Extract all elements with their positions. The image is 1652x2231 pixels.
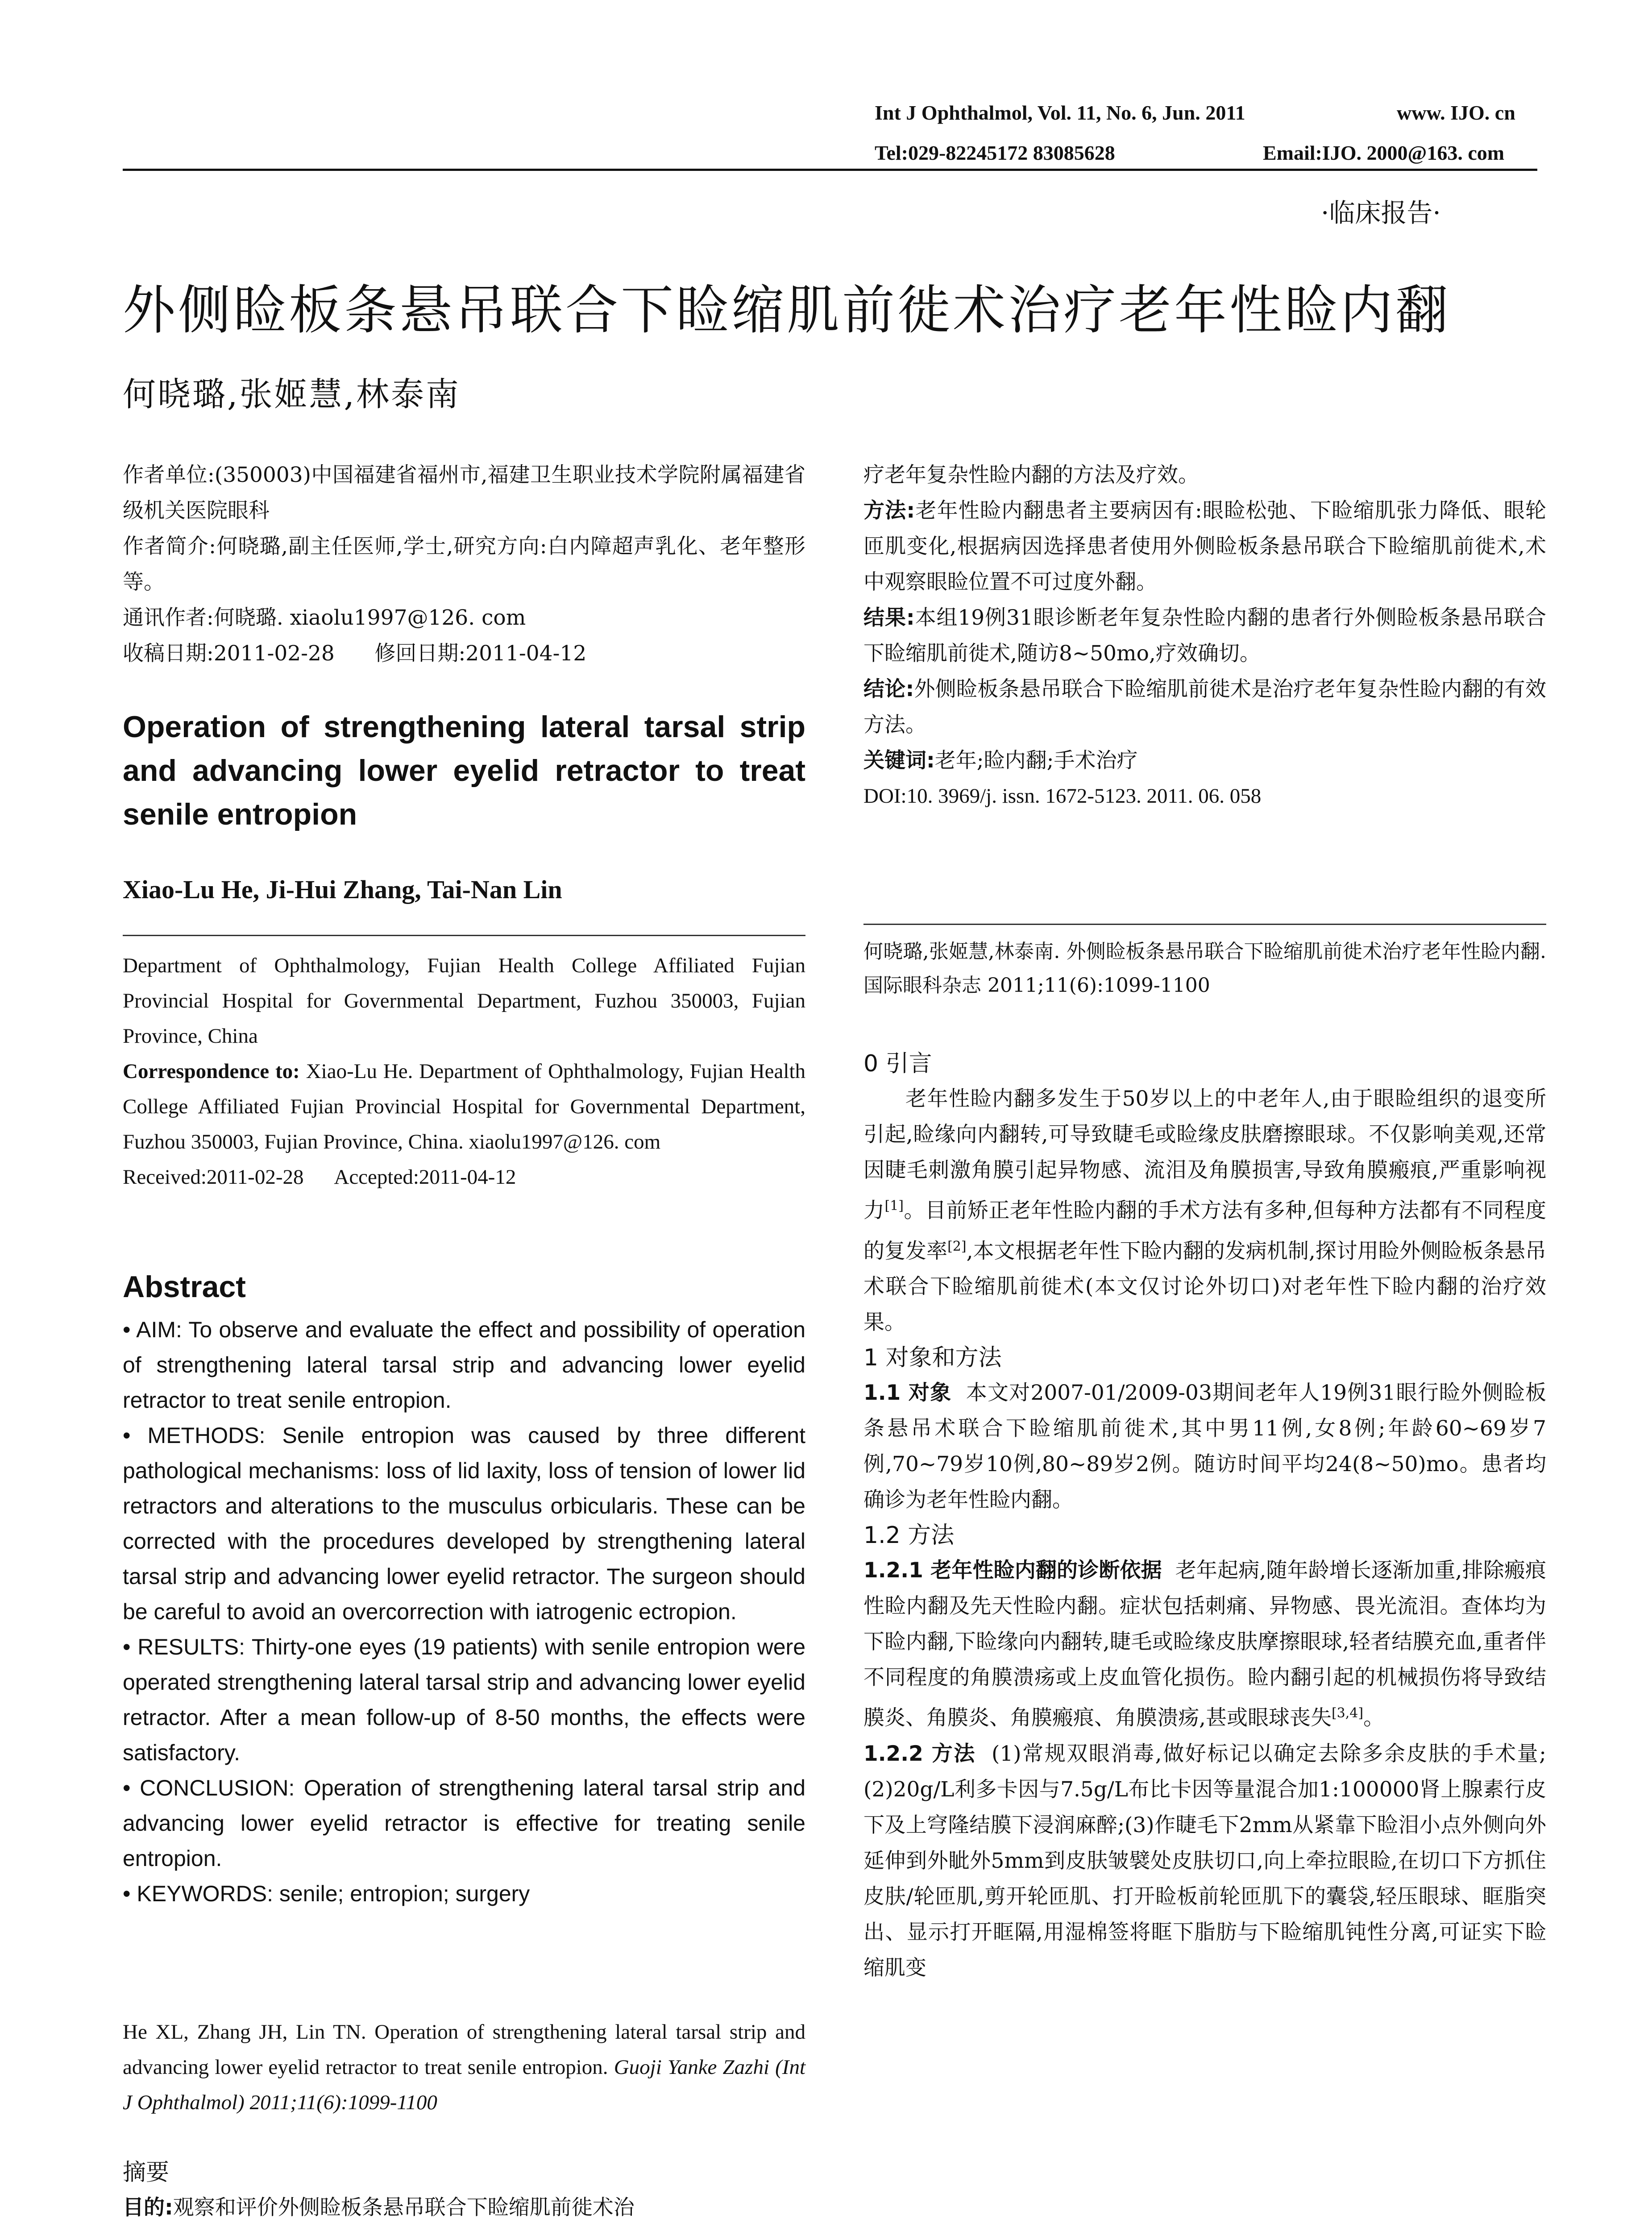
- results-cn-label: 结果:: [863, 605, 915, 630]
- affiliation-rule: [123, 935, 805, 936]
- section-1-2-1-label: 1.2.1 老年性睑内翻的诊断依据: [863, 1558, 1162, 1583]
- citation-cn-text: 何晓璐,张姬慧,林泰南. 外侧睑板条悬吊联合下睑缩肌前徙术治疗老年性睑内翻. 国际眼科杂志 2011;11(6):1099-1100: [863, 940, 1546, 997]
- section-0-paragraph: [863, 1081, 1546, 1340]
- correspondence-text: Xiao-Lu He. Department of Ophthalmology, Fujian Health College Affiliated Fujian Provincial Hospital for Governmental Department, Fuzhou 350003, Fujian Province, China. xiaolu1997@126. com: [123, 1060, 806, 1153]
- author-bio-cn: 作者简介:何晓璐,副主任医师,学士,研究方向:白内障超声乳化、老年整形等。: [123, 534, 805, 594]
- section-1-heading: 1 对象和方法: [863, 1344, 1002, 1372]
- dates-en: Received:2011-02-28 Accepted:2011-04-12: [123, 1165, 516, 1189]
- section-1-2-1-text: 老年起病,随年龄增长逐渐加重,排除瘢痕性睑内翻及先天性睑内翻。症状包括刺痛、异物感、畏光流泪。查体均为下睑内翻,下睑缘向内翻转,睫毛或睑缘皮肤摩擦眼球,轻者结膜充血,重者伴不同程度的角膜溃疡或上皮血管化损伤。睑内翻引起的机械损伤将导致结膜炎、角膜炎、角膜瘢痕、角膜溃疡,甚或眼球丧失: [863, 1558, 1546, 1730]
- keywords-cn-text: 老年;睑内翻;手术治疗: [934, 748, 1138, 773]
- aim-cn-text-part2: 疗老年复杂性睑内翻的方法及疗效。: [863, 463, 1199, 487]
- article-title-en: Operation of strengthening lateral tarsal strip and advancing lower eyelid retractor to treat senile entropion: [123, 710, 805, 831]
- citation-en: [123, 2015, 805, 2120]
- correspondence-label: Correspondence to:: [123, 1060, 300, 1083]
- section-1-2-1-end: 。: [1363, 1705, 1385, 1730]
- methods-cn-label: 方法:: [863, 498, 915, 523]
- ref-2: [2]: [947, 1238, 967, 1254]
- abstract-keywords: • KEYWORDS: senile; entropion; surgery: [123, 1881, 530, 1906]
- citation-en-journal: Guoji Yanke Zazhi (Int J Ophthalmol) 2011;11(6):1099-1100: [123, 2056, 806, 2114]
- abstract-cn-heading: 摘要: [123, 2159, 170, 2186]
- results-cn-text: 本组19例31眼诊断老年复杂性睑内翻的患者行外侧睑板条悬吊联合下睑缩肌前徙术,随访8~50mo,疗效确切。: [863, 605, 1546, 666]
- department-en: Department of Ophthalmology, Fujian Health College Affiliated Fujian Provincial Hospital for Governmental Department, Fuzhou 350003, Fujian Province, China: [123, 954, 805, 1048]
- journal-citation-header: Int J Ophthalmol, Vol. 11, No. 6, Jun. 2011: [875, 101, 1245, 124]
- authors-cn: 何晓璐,张姬慧,林泰南: [123, 375, 461, 414]
- intro-text-2: 。目前矫正老年性睑内翻的手术方法有多种,但每种方法都有不同程度的复发率: [863, 1198, 1546, 1264]
- header-rule: [123, 169, 1537, 171]
- abstract-heading: Abstract: [123, 1270, 246, 1304]
- conclusion-cn-text: 外侧睑板条悬吊联合下睑缩肌前徙术是治疗老年复杂性睑内翻的有效方法。: [863, 677, 1547, 737]
- body-text: [863, 1046, 1546, 1986]
- authors-en: Xiao-Lu He, Ji-Hui Zhang, Tai-Nan Lin: [123, 875, 562, 904]
- results-cn: [863, 600, 1546, 672]
- citation-cn: [863, 935, 1546, 1003]
- abstract-aim: • AIM: To observe and evaluate the effect and possibility of operation of strengthening lateral tarsal strip and advancing lower eyelid retractor to treat senile entropion.: [123, 1317, 805, 1413]
- section-1-2-2-text: (1)常规双眼消毒,做好标记以确定去除多余皮肤的手术量;(2)20g/L利多卡因与7.5g/L布比卡因等量混合加1:100000肾上腺素行皮下及上穹隆结膜下浸润麻醉;(3)作睫毛下2mm从紧靠下睑泪小点外侧向外延伸到外眦外5mm到皮肤皱襞处皮肤切口,向上牵拉眼睑,在切口下方抓住皮肤/轮匝肌,剪开轮匝肌、打开睑板前轮匝肌下的囊袋,轻压眼球、眶脂突出、显示打开眶隔,用湿棉签将眶下脂肪与下睑缩肌钝性分离,可证实下睑缩肌变: [863, 1741, 1546, 1980]
- section-0-heading: 0 引言: [863, 1050, 932, 1077]
- methods-cn-text: 老年性睑内翻患者主要病因有:眼睑松弛、下睑缩肌张力降低、眼轮匝肌变化,根据病因选择患者使用外侧睑板条悬吊联合下睑缩肌前徙术,术中观察眼睑位置不可过度外翻。: [863, 498, 1546, 594]
- abstract-cn-continued: [863, 457, 1546, 814]
- journal-website: www. IJO. cn: [1397, 101, 1515, 124]
- intro-text-1: 老年性睑内翻多发生于50岁以上的中老年人,由于眼睑组织的退变所引起,睑缘向内翻转,可导致睫毛或睑缘皮肤磨擦眼球。不仅影响美观,还常因睫毛刺激角膜引起异物感、流泪及角膜损害,导致角膜瘢痕,严重影响视力: [863, 1086, 1546, 1223]
- section-1-1-label: 1.1 对象: [863, 1381, 952, 1406]
- keywords-cn: [863, 743, 1546, 779]
- article-title-cn: 外侧睑板条悬吊联合下睑缩肌前徙术治疗老年性睑内翻: [123, 279, 1451, 341]
- abstract-methods: • METHODS: Senile entropion was caused by three different pathological mechanisms: loss of lid laxity, loss of tension of lower lid retractors and alterations to the musculus orbicularis. These can be corrected with the procedures developed by strengthening lateral tarsal strip and advancing lower eyelid retractor. The surgeon should be careful to avoid an overcorrection with iatrogenic ectropion.: [123, 1423, 805, 1624]
- section-1-2-heading: 1.2 方法: [863, 1522, 955, 1549]
- conclusion-cn: [863, 672, 1546, 743]
- section-1-2-1: [863, 1553, 1546, 1736]
- keywords-cn-label: 关键词:: [863, 748, 935, 773]
- section-1-1-text: 本文对2007-01/2009-03期间老年人19例31眼行睑外侧睑板条悬吊术联合下睑缩肌前徙术,其中男11例,女8例;年龄60~69岁7例,70~79岁10例,80~89岁2例。随访时间平均24(8~50)mo。患者均确诊为老年性睑内翻。: [863, 1381, 1546, 1513]
- journal-tel: Tel:029-82245172 83085628: [875, 141, 1115, 164]
- affiliation-en-block: [123, 948, 805, 1195]
- journal-email: Email:IJO. 2000@163. com: [1263, 141, 1505, 164]
- citation-cn-rule: [863, 924, 1546, 925]
- aim-cn-label: 目的:: [123, 2195, 173, 2220]
- ref-1: [1]: [884, 1198, 904, 1214]
- left-column: [123, 457, 805, 672]
- dates-cn: 收稿日期:2011-02-28 修回日期:2011-04-12: [123, 641, 587, 666]
- methods-cn: [863, 493, 1546, 600]
- corresponding-author-cn: 通讯作者:何晓璐. xiaolu1997@126. com: [123, 605, 526, 630]
- abstract-results: • RESULTS: Thirty-one eyes (19 patients) with senile entropion were operated strengthening lateral tarsal strip and advancing lower eyelid retractor. After a mean follow-up of 8-50 months, the effects were satisfactory.: [123, 1634, 805, 1765]
- section-1-1: [863, 1375, 1546, 1518]
- ref-3-4: [3,4]: [1331, 1705, 1364, 1721]
- intro-text-3: ,本文根据老年性下睑内翻的发病机制,探讨用睑外侧睑板条悬吊术联合下睑缩肌前徙术(本文仅讨论外切口)对老年性下睑内翻的治疗效果。: [863, 1239, 1546, 1335]
- conclusion-cn-label: 结论:: [863, 677, 914, 701]
- affiliation-cn: 作者单位:(350003)中国福建省福州市,福建卫生职业技术学院附属福建省级机关医院眼科: [123, 463, 805, 523]
- abstract-conclusion: • CONCLUSION: Operation of strengthening lateral tarsal strip and advancing lower eyelid retractor is effective for treating senile entropion.: [123, 1775, 805, 1871]
- aim-cn-text-part1: 观察和评价外侧睑板条悬吊联合下睑缩肌前徙术治: [173, 2195, 635, 2220]
- section-1-2-2: [863, 1736, 1546, 1986]
- citation-en-text: He XL, Zhang JH, Lin TN. Operation of strengthening lateral tarsal strip and advancing lower eyelid retractor to treat senile entropion.: [123, 2020, 805, 2079]
- section-tag: ·临床报告·: [1321, 198, 1441, 228]
- section-1-2-2-label: 1.2.2 方法: [863, 1741, 976, 1766]
- english-title-block: [123, 705, 805, 836]
- doi: DOI:10. 3969/j. issn. 1672-5123. 2011. 06. 058: [863, 784, 1262, 808]
- abstract-en: [123, 1269, 805, 1912]
- abstract-cn-start: [123, 2155, 805, 2226]
- correspondence-en: [123, 1054, 805, 1160]
